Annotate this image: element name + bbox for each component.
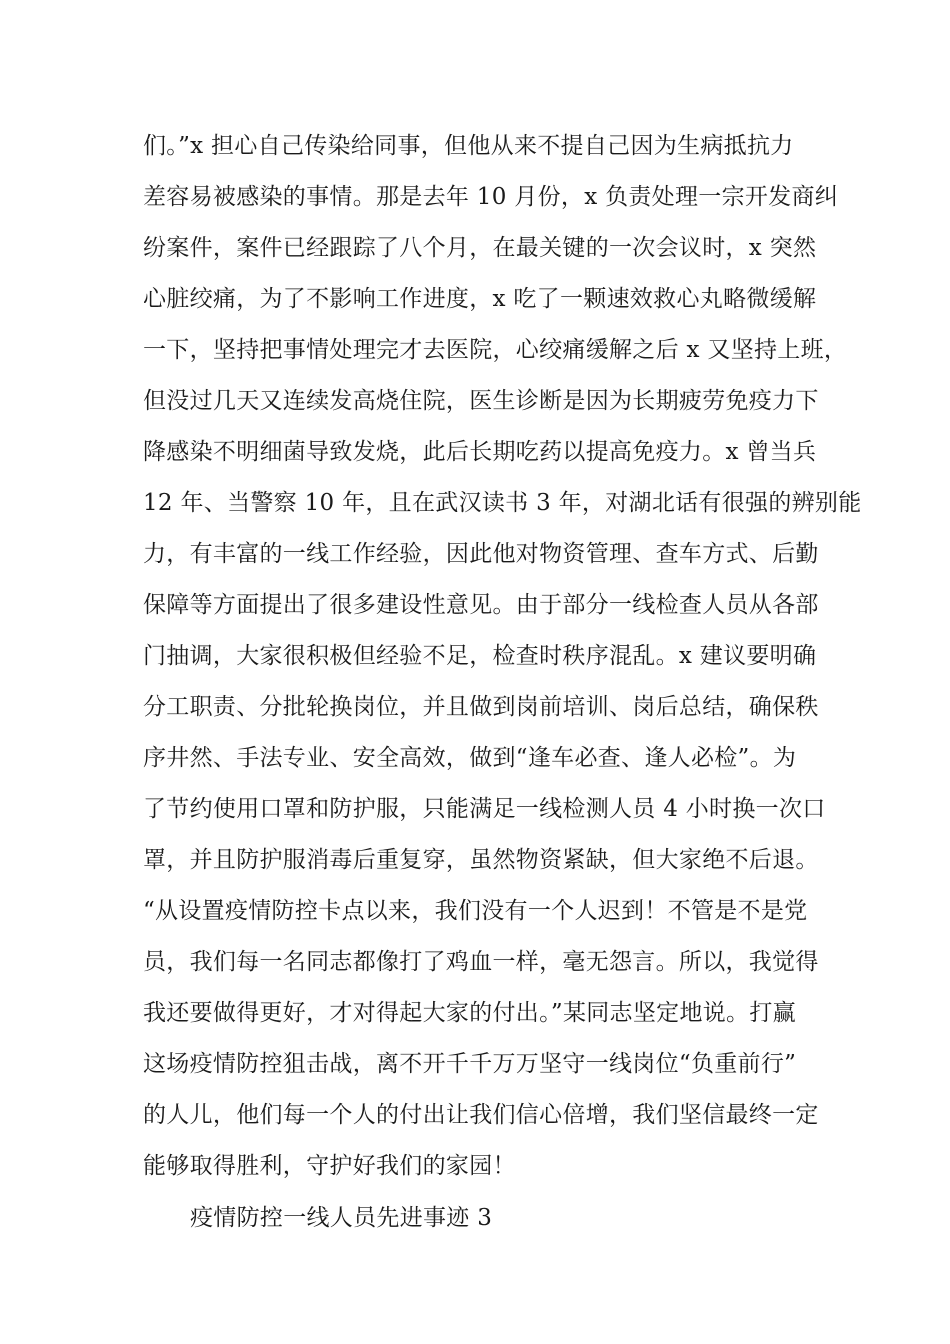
paragraph-line: 了节约使用口罩和防护服，只能满足一线检测人员 4 小时换一次口 xyxy=(143,796,826,822)
paragraph-line: 力，有丰富的一线工作经验，因此他对物资管理、查车方式、后勤 xyxy=(143,541,819,567)
section-heading: 疫情防控一线人员先进事迹 3 xyxy=(190,1205,493,1231)
paragraph-line: “从设置疫情防控卡点以来，我们没有一个人迟到！不管是不是党 xyxy=(143,898,808,924)
paragraph-line: 的人儿，他们每一个人的付出让我们信心倍增，我们坚信最终一定 xyxy=(143,1102,819,1128)
paragraph-line: 一下，坚持把事情处理完才去医院，心绞痛缓解之后 x 又坚持上班， xyxy=(143,337,848,363)
paragraph-line: 但没过几天又连续发高烧住院，医生诊断是因为长期疲劳免疫力下 xyxy=(143,388,819,414)
paragraph-line: 心脏绞痛，为了不影响工作进度，x 吃了一颗速效救心丸略微缓解 xyxy=(143,286,817,312)
paragraph-line: 保障等方面提出了很多建设性意见。由于部分一线检查人员从各部 xyxy=(143,592,819,618)
paragraph-line: 我还要做得更好，才对得起大家的付出。”某同志坚定地说。打赢 xyxy=(143,1000,796,1026)
paragraph-line: 们。”x 担心自己传染给同事，但他从来不提自己因为生病抵抗力 xyxy=(143,133,794,159)
paragraph-line: 这场疫情防控狙击战，离不开千千万万坚守一线岗位“负重前行” xyxy=(143,1051,797,1077)
paragraph-line: 差容易被感染的事情。那是去年 10 月份，x 负责处理一宗开发商纠 xyxy=(143,184,839,210)
paragraph-line: 门抽调，大家很积极但经验不足，检查时秩序混乱。x 建议要明确 xyxy=(143,643,817,669)
paragraph-line: 降感染不明细菌导致发烧，此后长期吃药以提高免疫力。x 曾当兵 xyxy=(143,439,817,465)
paragraph-line: 罩，并且防护服消毒后重复穿，虽然物资紧缺，但大家绝不后退。 xyxy=(143,847,819,873)
paragraph-line: 12 年、当警察 10 年，且在武汉读书 3 年，对湖北话有很强的辨别能 xyxy=(143,490,862,516)
paragraph-line: 能够取得胜利，守护好我们的家园！ xyxy=(143,1153,516,1179)
paragraph-line: 员，我们每一名同志都像打了鸡血一样，毫无怨言。所以，我觉得 xyxy=(143,949,819,975)
paragraph-line: 序井然、手法专业、安全高效，做到“逢车必查、逢人必检”。为 xyxy=(143,745,797,771)
paragraph-line: 纷案件，案件已经跟踪了八个月，在最关键的一次会议时，x 突然 xyxy=(143,235,817,261)
paragraph-line: 分工职责、分批轮换岗位，并且做到岗前培训、岗后总结，确保秩 xyxy=(143,694,819,720)
